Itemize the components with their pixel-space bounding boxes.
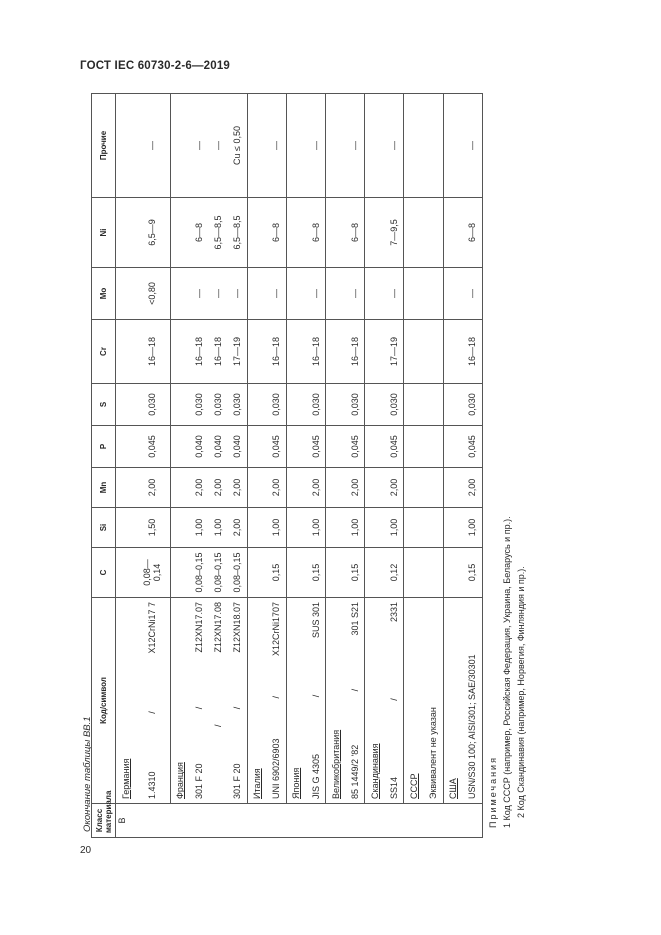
document-header: ГОСТ IEC 60730-2-6—2019 <box>80 60 231 72</box>
value-cell-s <box>424 384 444 426</box>
value-cell-ni: 6—8 <box>345 198 365 268</box>
code-value: 301 S21 <box>349 602 360 636</box>
table-row <box>228 94 248 838</box>
empty-cell <box>443 320 463 384</box>
code-cell <box>306 598 326 804</box>
code-value: JIS G 4305 <box>310 753 321 799</box>
empty-cell <box>247 426 267 468</box>
col-header-si: Si <box>92 508 116 548</box>
empty-cell <box>116 384 136 426</box>
col-header-cr: Cr <box>92 320 116 384</box>
value-cell-s: 0,030 <box>306 384 326 426</box>
empty-cell <box>326 198 346 268</box>
value-cell-p: 0,040 <box>190 426 209 468</box>
empty-cell <box>170 198 190 268</box>
value-cell-c: 0,08—0,14 <box>135 548 170 598</box>
code-value: 301 F 20 <box>194 763 205 799</box>
value-cell-c: 0,12 <box>384 548 404 598</box>
empty-cell <box>365 268 385 320</box>
code-value: Z12XN17.07 <box>194 602 205 653</box>
value-cell-cr: 16—18 <box>135 320 170 384</box>
col-header-other: Прочие <box>92 94 116 198</box>
empty-cell <box>247 508 267 548</box>
empty-cell <box>443 548 463 598</box>
empty-cell <box>286 198 306 268</box>
value-cell-si <box>424 508 444 548</box>
table-row <box>424 94 444 838</box>
country-name: Германия <box>116 598 136 804</box>
note-2: 2 Код Скандинавия (например, Норвегия, Финляндия и пр.). <box>516 566 526 818</box>
code-cell <box>190 598 209 804</box>
col-header-c: C <box>92 548 116 598</box>
country-name: США <box>443 598 463 804</box>
empty-cell <box>116 320 136 384</box>
empty-cell <box>247 468 267 508</box>
table-row <box>135 94 170 838</box>
page-number: 20 <box>80 845 92 856</box>
value-cell-p: 0,040 <box>228 426 248 468</box>
empty-cell <box>286 320 306 384</box>
country-row <box>116 94 136 838</box>
code-value: X12CrNi1707 <box>271 602 282 657</box>
country-row <box>247 94 267 838</box>
value-cell-s: 0,030 <box>209 384 228 426</box>
empty-cell <box>286 548 306 598</box>
code-value: 2331 <box>388 602 399 623</box>
col-header-code: Код/символ <box>92 598 116 804</box>
value-cell-mn: 2,00 <box>306 468 326 508</box>
value-cell-other: — <box>135 94 170 198</box>
table-row <box>384 94 404 838</box>
country-row <box>326 94 346 838</box>
value-cell-mn: 2,00 <box>463 468 483 508</box>
value-cell-cr: 16—18 <box>345 320 365 384</box>
empty-cell <box>326 508 346 548</box>
value-cell-mn: 2,00 <box>384 468 404 508</box>
col-header-mo: Mo <box>92 268 116 320</box>
col-header-mn: Mn <box>92 468 116 508</box>
value-cell-c <box>424 548 444 598</box>
value-cell-c: 0,15 <box>463 548 483 598</box>
value-cell-other: — <box>209 94 228 198</box>
empty-cell <box>404 384 424 426</box>
empty-cell <box>443 94 463 198</box>
empty-cell <box>247 268 267 320</box>
code-separator: / <box>194 706 205 710</box>
empty-cell <box>286 426 306 468</box>
empty-cell <box>170 426 190 468</box>
empty-cell <box>365 426 385 468</box>
value-cell-ni: 6—8 <box>463 198 483 268</box>
table-notes <box>486 516 528 828</box>
value-cell-other: — <box>190 94 209 198</box>
table-row <box>306 94 326 838</box>
empty-cell <box>286 508 306 548</box>
empty-cell <box>365 198 385 268</box>
country-row <box>443 94 463 838</box>
code-value: USN/S30 100; AISI/301; SAE/30301 <box>467 654 478 799</box>
empty-cell <box>443 268 463 320</box>
country-name: Франция <box>170 598 190 804</box>
value-cell-mo: — <box>306 268 326 320</box>
country-name: СССР <box>404 598 424 804</box>
value-cell-si: 1,00 <box>209 508 228 548</box>
value-cell-other: — <box>463 94 483 198</box>
empty-cell <box>247 198 267 268</box>
code-cell <box>384 598 404 804</box>
empty-cell <box>247 384 267 426</box>
empty-cell <box>365 508 385 548</box>
value-cell-ni: 6,5—8,5 <box>228 198 248 268</box>
value-cell-other: Cu ≤ 0,50 <box>228 94 248 198</box>
code-value: UNI 6902/6903 <box>271 738 282 799</box>
code-value: Z12XN18.07 <box>232 602 243 653</box>
code-value: Z12XN17.08 <box>213 602 224 653</box>
value-cell-si: 2,00 <box>228 508 248 548</box>
value-cell-s: 0,030 <box>384 384 404 426</box>
value-cell-mn: 2,00 <box>267 468 287 508</box>
empty-cell <box>404 94 424 198</box>
empty-cell <box>170 94 190 198</box>
empty-cell <box>404 198 424 268</box>
empty-cell <box>247 94 267 198</box>
empty-cell <box>326 384 346 426</box>
empty-cell <box>404 426 424 468</box>
col-header-p: P <box>92 426 116 468</box>
value-cell-ni: 6—8 <box>190 198 209 268</box>
value-cell-mn: 2,00 <box>345 468 365 508</box>
code-cell <box>228 598 248 804</box>
value-cell-si: 1,50 <box>135 508 170 548</box>
col-header-class: Класс материала <box>92 804 116 838</box>
note-1: 1 Код СССР (например, Российская Федерация, Украина, Беларусь и пр.). <box>502 516 512 828</box>
country-name: Великобритания <box>326 598 346 804</box>
value-cell-c: 0,15 <box>306 548 326 598</box>
value-cell-other <box>424 94 444 198</box>
code-cell <box>463 598 483 804</box>
value-cell-mn: 2,00 <box>209 468 228 508</box>
value-cell-cr: 16—18 <box>190 320 209 384</box>
empty-cell <box>170 508 190 548</box>
value-cell-s: 0,030 <box>135 384 170 426</box>
empty-cell <box>116 508 136 548</box>
empty-cell <box>247 320 267 384</box>
value-cell-other: — <box>267 94 287 198</box>
empty-cell <box>286 268 306 320</box>
table-caption: Окончание таблицы ВВ.1 <box>82 716 93 832</box>
code-value: X12CrNi17 7 <box>147 602 158 654</box>
value-cell-s: 0,030 <box>228 384 248 426</box>
table-body <box>116 94 483 838</box>
country-name: Италия <box>247 598 267 804</box>
code-value: Эквивалент не указан <box>428 707 439 799</box>
empty-cell <box>116 198 136 268</box>
value-cell-mo: — <box>190 268 209 320</box>
table-row <box>463 94 483 838</box>
value-cell-other: — <box>345 94 365 198</box>
value-cell-si: 1,00 <box>190 508 209 548</box>
code-cell <box>135 598 170 804</box>
empty-cell <box>116 548 136 598</box>
table-row <box>267 94 287 838</box>
empty-cell <box>404 508 424 548</box>
value-cell-p: 0,045 <box>135 426 170 468</box>
value-cell-s: 0,030 <box>190 384 209 426</box>
empty-cell <box>404 548 424 598</box>
code-cell <box>209 598 228 804</box>
empty-cell <box>170 468 190 508</box>
value-cell-other: — <box>384 94 404 198</box>
empty-cell <box>443 508 463 548</box>
value-cell-mo: — <box>463 268 483 320</box>
code-separator: / <box>232 706 243 710</box>
table-row <box>345 94 365 838</box>
empty-cell <box>365 384 385 426</box>
empty-cell <box>116 426 136 468</box>
empty-cell <box>443 426 463 468</box>
code-cell <box>424 598 444 804</box>
code-cell <box>267 598 287 804</box>
code-cell <box>345 598 365 804</box>
value-cell-ni: 6,5—8,5 <box>209 198 228 268</box>
empty-cell <box>365 320 385 384</box>
country-row <box>404 94 424 838</box>
col-header-ni: Ni <box>92 198 116 268</box>
value-cell-mo: — <box>384 268 404 320</box>
value-cell-cr: 17—19 <box>384 320 404 384</box>
code-separator: / <box>349 688 360 692</box>
value-cell-s: 0,030 <box>345 384 365 426</box>
value-cell-mn: 2,00 <box>228 468 248 508</box>
material-class-cell: В <box>116 804 483 838</box>
value-cell-p: 0,045 <box>267 426 287 468</box>
empty-cell <box>116 94 136 198</box>
empty-cell <box>247 548 267 598</box>
value-cell-mo: — <box>209 268 228 320</box>
col-header-s: S <box>92 384 116 426</box>
table-row <box>209 94 228 838</box>
value-cell-ni: 6—8 <box>306 198 326 268</box>
country-name: Скандинавия <box>365 598 385 804</box>
value-cell-cr: 16—18 <box>463 320 483 384</box>
value-cell-p: 0,045 <box>306 426 326 468</box>
value-cell-c: 0,08–0,15 <box>209 548 228 598</box>
value-cell-cr <box>424 320 444 384</box>
code-separator: / <box>213 724 224 728</box>
empty-cell <box>365 548 385 598</box>
table-row <box>190 94 209 838</box>
code-separator: / <box>271 695 282 699</box>
code-value: SS14 <box>388 776 399 799</box>
empty-cell <box>170 548 190 598</box>
value-cell-c: 0,15 <box>267 548 287 598</box>
empty-cell <box>365 94 385 198</box>
empty-cell <box>170 268 190 320</box>
code-separator: / <box>310 694 321 698</box>
value-cell-si: 1,00 <box>384 508 404 548</box>
value-cell-si: 1,00 <box>306 508 326 548</box>
value-cell-c: 0,15 <box>345 548 365 598</box>
empty-cell <box>286 468 306 508</box>
empty-cell <box>326 426 346 468</box>
country-row <box>286 94 306 838</box>
value-cell-cr: 16—18 <box>209 320 228 384</box>
empty-cell <box>170 384 190 426</box>
value-cell-mn: 2,00 <box>190 468 209 508</box>
empty-cell <box>326 320 346 384</box>
value-cell-mo: — <box>345 268 365 320</box>
empty-cell <box>326 94 346 198</box>
value-cell-ni <box>424 198 444 268</box>
empty-cell <box>326 468 346 508</box>
value-cell-mo <box>424 268 444 320</box>
empty-cell <box>116 468 136 508</box>
value-cell-other: — <box>306 94 326 198</box>
value-cell-cr: 16—18 <box>267 320 287 384</box>
empty-cell <box>286 94 306 198</box>
empty-cell <box>443 468 463 508</box>
value-cell-p <box>424 426 444 468</box>
country-row <box>170 94 190 838</box>
value-cell-mo: <0,80 <box>135 268 170 320</box>
value-cell-mn <box>424 468 444 508</box>
code-value: SUS 301 <box>310 602 321 639</box>
value-cell-ni: 6,5—9 <box>135 198 170 268</box>
composition-table-wrapper <box>91 94 483 838</box>
value-cell-p: 0,045 <box>384 426 404 468</box>
value-cell-p: 0,040 <box>209 426 228 468</box>
code-value: 301 F 20 <box>232 763 243 799</box>
empty-cell <box>443 384 463 426</box>
value-cell-mo: — <box>267 268 287 320</box>
code-separator: / <box>388 698 399 701</box>
empty-cell <box>443 198 463 268</box>
value-cell-cr: 16—18 <box>306 320 326 384</box>
empty-cell <box>404 268 424 320</box>
country-row <box>365 94 385 838</box>
value-cell-mn: 2,00 <box>135 468 170 508</box>
value-cell-ni: 7—9,5 <box>384 198 404 268</box>
value-cell-p: 0,045 <box>345 426 365 468</box>
country-name: Япония <box>286 598 306 804</box>
table-header-row <box>92 94 116 838</box>
empty-cell <box>286 384 306 426</box>
value-cell-si: 1,00 <box>345 508 365 548</box>
empty-cell <box>365 468 385 508</box>
empty-cell <box>326 548 346 598</box>
code-separator: / <box>147 711 158 714</box>
code-value: 1.4310 <box>147 771 158 799</box>
value-cell-s: 0,030 <box>267 384 287 426</box>
value-cell-ni: 6—8 <box>267 198 287 268</box>
value-cell-si: 1,00 <box>267 508 287 548</box>
empty-cell <box>170 320 190 384</box>
empty-cell <box>116 268 136 320</box>
value-cell-si: 1,00 <box>463 508 483 548</box>
notes-title: Примечания <box>488 756 498 828</box>
empty-cell <box>404 468 424 508</box>
empty-cell <box>326 268 346 320</box>
value-cell-s: 0,030 <box>463 384 483 426</box>
value-cell-cr: 17—19 <box>228 320 248 384</box>
value-cell-c: 0,08–0,15 <box>190 548 209 598</box>
value-cell-mo: — <box>228 268 248 320</box>
empty-cell <box>404 320 424 384</box>
composition-table <box>91 93 483 838</box>
value-cell-p: 0,045 <box>463 426 483 468</box>
value-cell-c: 0,08–0,15 <box>228 548 248 598</box>
code-value: 85 1449/2 '82 <box>349 744 360 799</box>
